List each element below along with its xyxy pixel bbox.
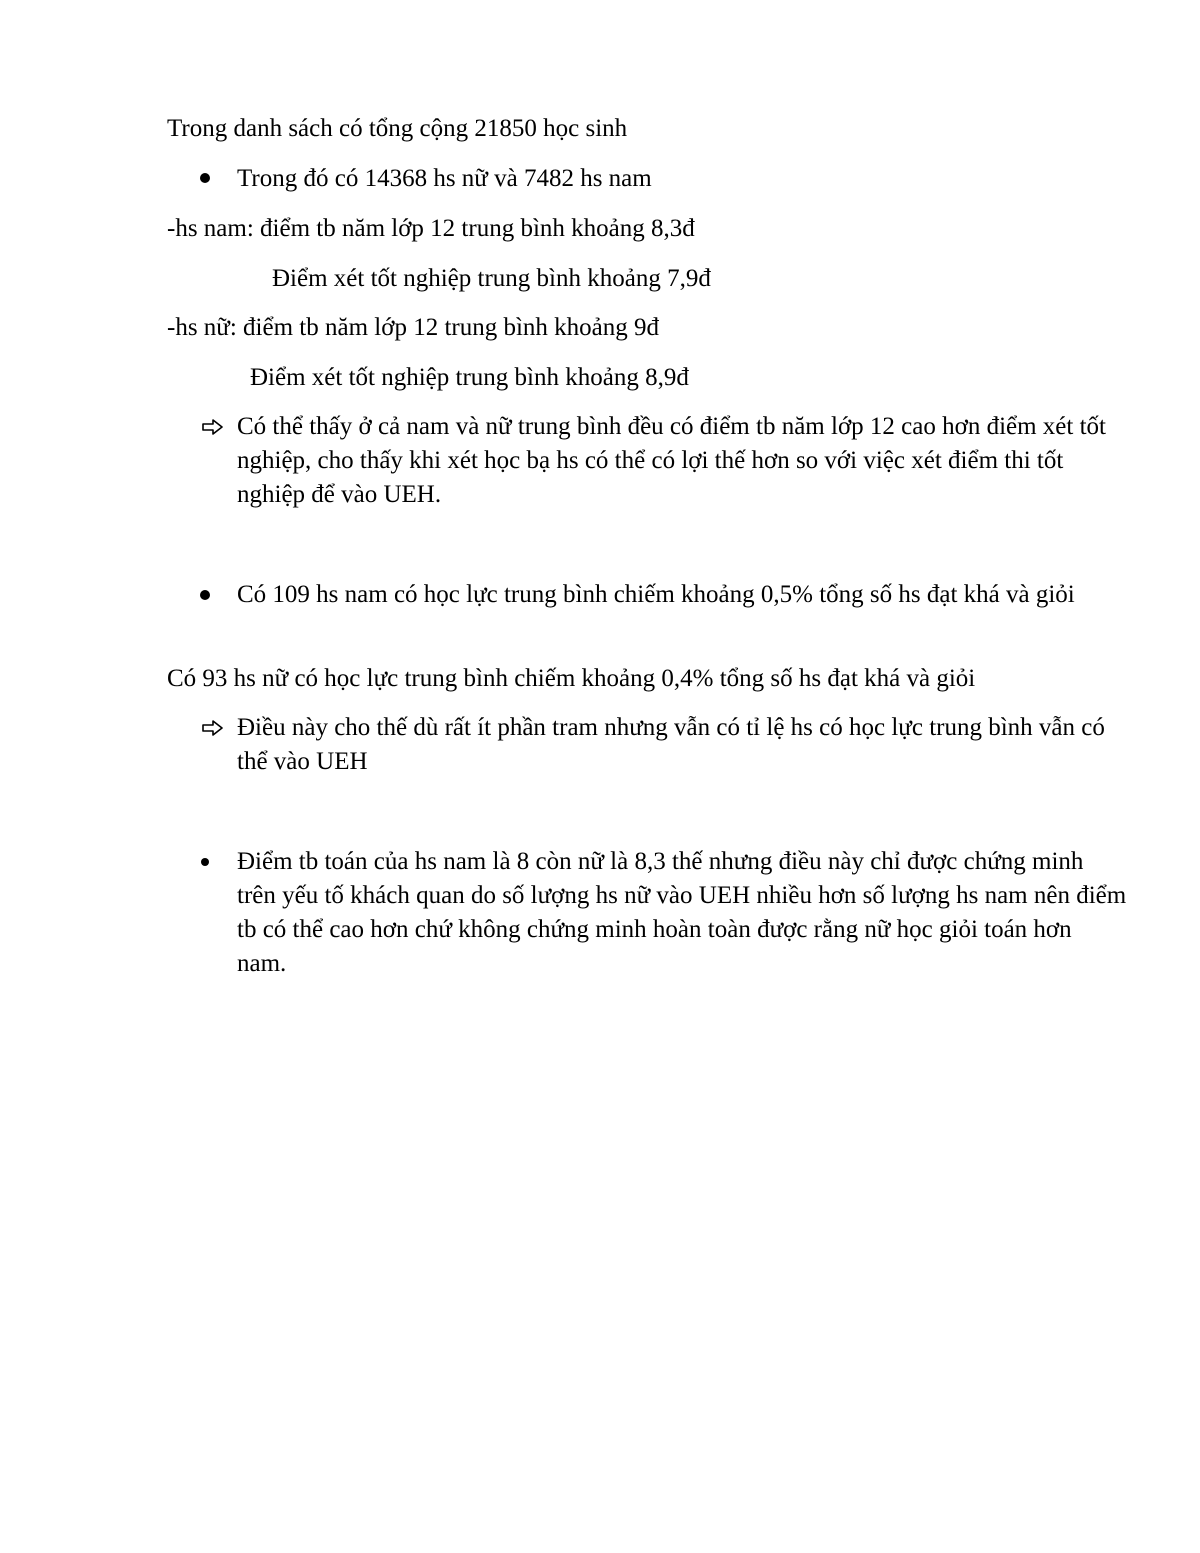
summary-line: Trong danh sách có tổng cộng 21850 học sinh bbox=[167, 115, 628, 142]
male-gpa-line: -hs nam: điểm tb năm lớp 12 trung bình khoảng 8,3đ bbox=[167, 215, 695, 242]
female-average-line: Có 93 hs nữ có học lực trung bình chiếm khoảng 0,4% tổng số hs đạt khá và giỏi bbox=[167, 665, 976, 692]
female-grad-line: Điểm xét tốt nghiệp trung bình khoảng 8,9đ bbox=[250, 364, 689, 391]
bullet-item-gender-count: Trong đó có 14368 hs nữ và 7482 hs nam bbox=[237, 165, 652, 192]
bullet-item-male-average: Có 109 hs nam có học lực trung bình chiếm khoảng 0,5% tổng số hs đạt khá và giỏi bbox=[237, 581, 1075, 608]
bullet-item-math-score: Điểm tb toán của hs nam là 8 còn nữ là 8,3 thế nhưng điều này chỉ được chứng minh trên yếu tố khách quan do số lượng hs nữ vào UEH nhiều hơn số lượng hs nam nên điểm tb có thể cao hơn chứ không chứng minh hoàn toàn được rằng nữ học giỏi toán hơn nam. bbox=[237, 848, 1127, 977]
bullet-dot-icon bbox=[200, 173, 210, 183]
conclusion-paragraph-2: Điều này cho thế dù rất ít phần tram nhưng vẫn có tỉ lệ hs có học lực trung bình vẫn có thể vào UEH bbox=[237, 714, 1105, 775]
arrow-right-icon bbox=[202, 720, 224, 736]
arrow-right-icon bbox=[202, 419, 224, 435]
female-gpa-line: -hs nữ: điểm tb năm lớp 12 trung bình khoảng 9đ bbox=[167, 314, 660, 341]
bullet-dot-icon bbox=[201, 858, 209, 866]
male-grad-line: Điểm xét tốt nghiệp trung bình khoảng 7,9đ bbox=[272, 265, 711, 292]
bullet-dot-icon bbox=[200, 590, 210, 600]
conclusion-paragraph-1: Có thể thấy ở cả nam và nữ trung bình đều có điểm tb năm lớp 12 cao hơn điểm xét tốt nghiệp, cho thấy khi xét học bạ hs có thể có lợi thế hơn so với việc xét điểm thi tốt nghiệp để vào UEH. bbox=[237, 413, 1106, 508]
